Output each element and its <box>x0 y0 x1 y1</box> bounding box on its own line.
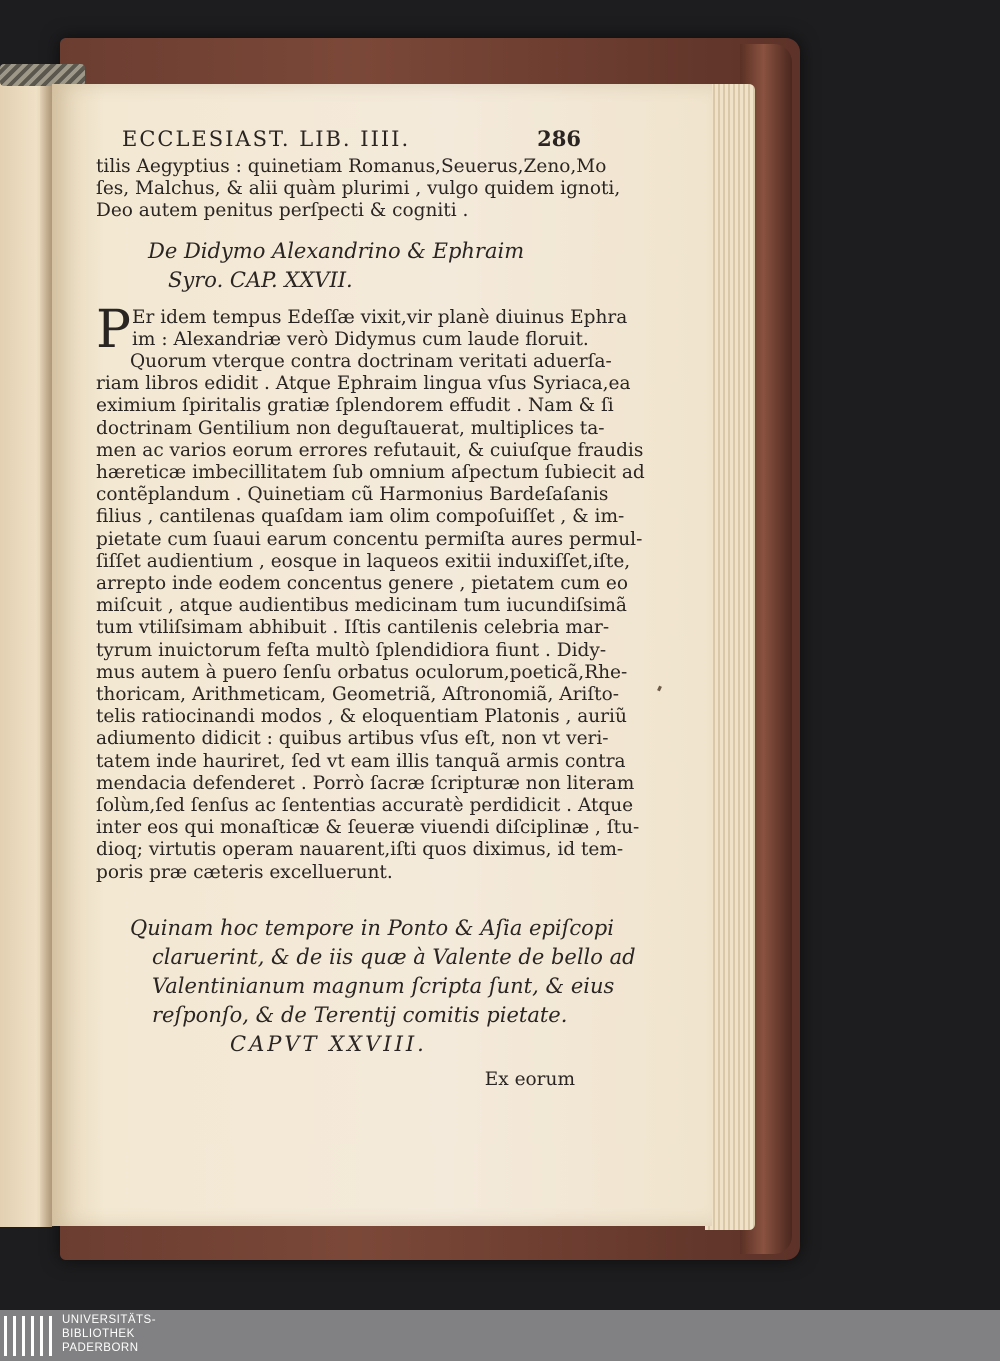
text-line: tilis Aegyptius : quinetiam Romanus,Seuerus,Zeno,Mo <box>96 156 607 177</box>
page-number: 286 <box>537 126 581 151</box>
text-line: Deo autem penitus perſpecti & cogniti . <box>96 200 469 222</box>
library-logo-text <box>62 1313 156 1355</box>
text-line: poris præ cæteris excelluerunt. <box>96 861 393 883</box>
text-line: Er idem tempus Edeſſæ vixit,vir planè diuinus Ephra <box>132 306 628 328</box>
chapter-28-heading-line-3: Valentinianum magnum ſcripta ſunt, & eius <box>152 973 615 998</box>
running-head-title: ECCLESIAST. LIB. IIII. <box>122 127 411 151</box>
text-line: ſes, Malchus, & alii quàm plurimi , vulgo quidem ignoti, <box>96 178 621 200</box>
chapter-27-heading-line-2: Syro. CAP. XXVII. <box>168 267 353 292</box>
text-line: thoricam, Arithmeticam, Geometriã, Aſtronomiã, Ariſto- <box>96 684 620 706</box>
text-line: Quorum vterque contra doctrinam veritati aduerſa- <box>130 351 612 373</box>
page-text <box>96 122 645 1095</box>
opening-lines <box>96 156 621 223</box>
chapter-28-heading-line-2: claruerint, & de iis quæ à Valente de bello ad <box>152 944 636 969</box>
text-line: men ac varios eorum errores refutauit, & cuiuſque fraudis <box>96 439 644 461</box>
text-line: mus autem à puero ſenſu orbatus oculorum,poeticã,Rhe- <box>96 661 628 683</box>
chapter-27-heading-line-1: De Didymo Alexandrino & Ephraim <box>148 238 525 263</box>
chapter-28-heading-line-4: reſponſo, & de Terentij comitis pietate. <box>152 1002 568 1027</box>
text-line: riam libros edidit . Atque Ephraim lingua vſus Syriaca,ea <box>96 373 631 395</box>
running-head <box>96 122 581 156</box>
text-line: filius , cantilenas quaſdam iam olim compoſuiſſet , & im- <box>96 506 625 528</box>
text-line: eximium ſpiritalis gratiæ ſplendorem effudit . Nam & ſi <box>96 395 614 417</box>
text-line: inter eos qui monaſticæ & ſeueræ viuendi diſciplinæ , ſtu- <box>96 817 640 839</box>
text-line: arrepto inde eodem concentus genere , pietatem cum eo <box>96 573 628 595</box>
library-footer <box>0 1310 1000 1361</box>
chapter-28-number: CAPVT XXVIII. <box>230 1031 427 1056</box>
chapter-27-body <box>96 299 645 884</box>
logo-line-2: BIBLIOTHEK <box>62 1328 135 1340</box>
logo-line-1: UNIVERSITÄTS- <box>62 1314 157 1326</box>
text-line: dioq; virtutis operam nauarent,iſti quos diximus, id tem- <box>96 839 624 861</box>
text-line: ſiſſet audientium , eosque in laqueos exitii induxiſſet,iſte, <box>96 550 631 572</box>
text-line: pietate cum ſuaui earum concentu permiſta aures permul- <box>96 528 643 550</box>
page-stack <box>705 84 755 1230</box>
chapter-28-heading-line-1: Quinam hoc tempore in Ponto & Aſia epiſcopi <box>130 915 614 940</box>
library-logo-icon <box>4 1316 52 1356</box>
catchword: Ex eorum <box>484 1068 575 1090</box>
text-line: doctrinam Gentilium non deguſtauerat, multiplices ta- <box>96 417 605 439</box>
text-line: contẽplandum . Quinetiam cũ Harmonius Bardeſaſanis <box>96 484 609 506</box>
text-line: tum vtiliſsimam abhibuit . Iſtis cantilenis celebria mar- <box>96 617 610 639</box>
text-line: im : Alexandriæ verò Didymus cum laude floruit. <box>132 328 589 350</box>
drop-cap: P <box>96 299 131 360</box>
text-line: ſolùm,ſed ſenſus ac ſententias accuratè perdidicit . Atque <box>96 795 634 817</box>
text-line: miſcuit , atque audientibus medicinam tum iucundiſsimã <box>96 595 627 617</box>
text-line: tatem inde hauriret, ſed vt eam illis tanquã armis contra <box>96 750 626 772</box>
text-line: tyrum inuictorum feſta multò ſplendidiora fiunt . Didy- <box>96 639 607 661</box>
logo-line-3: PADERBORN <box>62 1342 139 1354</box>
spine-binding <box>0 64 85 86</box>
text-line: telis ratiocinandi modos , & eloquentiam Platonis , auriũ <box>96 706 627 728</box>
text-line: mendacia defenderet . Porrò ſacræ ſcripturæ non literam <box>96 772 635 794</box>
text-line: adiumento didicit : quibus artibus vſus eſt, non vt veri- <box>96 728 609 750</box>
text-line: hæreticæ imbecillitatem ſub omnium aſpectum ſubiecit ad <box>96 462 645 484</box>
